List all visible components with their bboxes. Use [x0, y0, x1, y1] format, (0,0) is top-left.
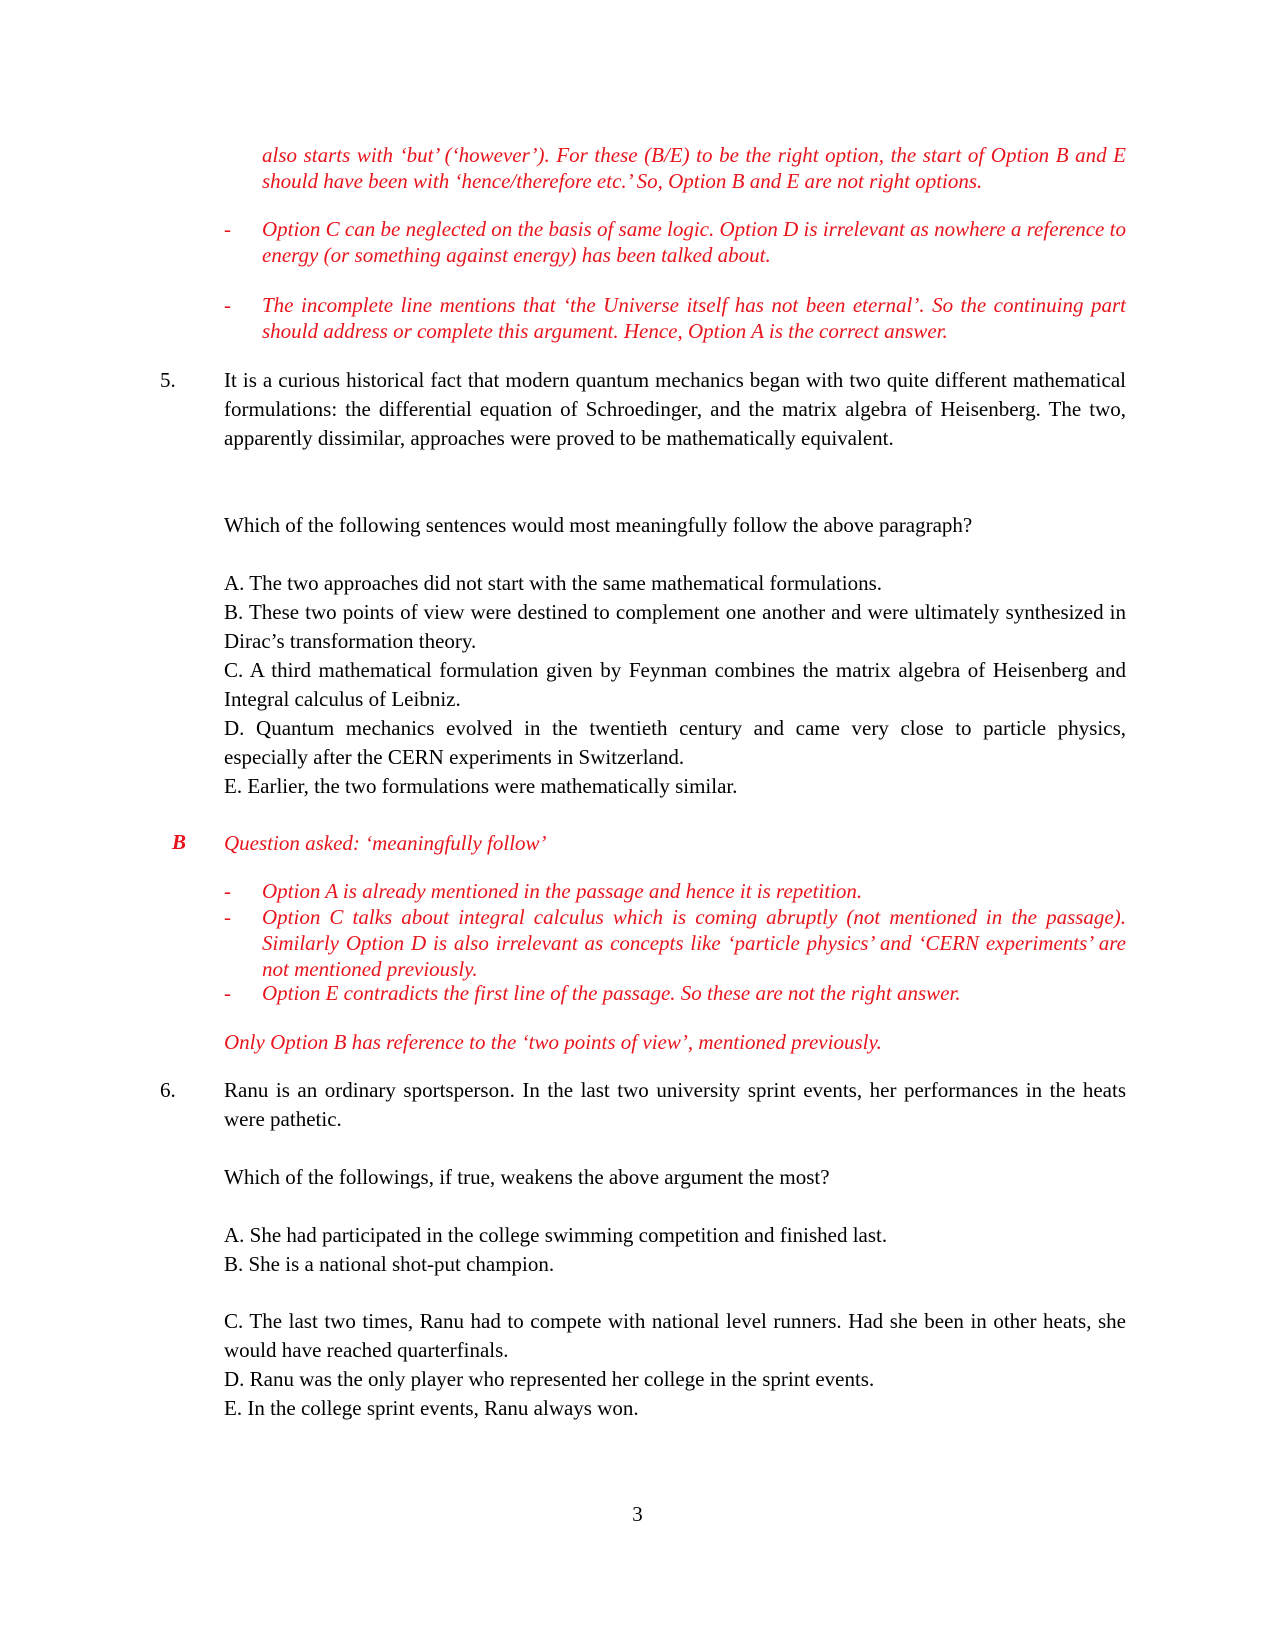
answer-conclusion: Only Option B has reference to the ‘two points of view’, mentioned previously. — [224, 1030, 882, 1054]
dash-marker: - — [224, 217, 231, 241]
answer-explanation-item — [224, 878, 1126, 904]
question-6-number: 6. — [160, 1078, 176, 1102]
option-d: D. Ranu was the only player who represented her college in the sprint events. — [224, 1367, 875, 1391]
option-b: B. These two points of view were destined to complement one another and were ultimately synthesized in Dirac’s transformation theory. — [224, 600, 1126, 653]
question-5-passage: It is a curious historical fact that modern quantum mechanics began with two quite different mathematical formulations: the differential equation of Schroedinger, and the matrix algebra of Heisenberg. The two, apparently dissimilar, approaches were proved to be mathematically equivalent. — [224, 368, 1126, 450]
dash-marker: - — [224, 879, 231, 903]
question-6-passage: Ranu is an ordinary sportsperson. In the last two university sprint events, her performances in the heats were pathetic. — [224, 1078, 1126, 1131]
intro-continuation: also starts with ‘but’ (‘however’). For these (B/E) to be the right option, the start of Option B and E should have been with ‘hence/therefore etc.’ So, Option B and E are not right options. — [262, 143, 1126, 193]
question-6-prompt: Which of the followings, if true, weakens the above argument the most? — [224, 1165, 830, 1189]
question-5-options — [224, 569, 1126, 801]
option-e: E. Earlier, the two formulations were mathematically similar. — [224, 774, 738, 798]
intro-explanation-item — [224, 216, 1126, 268]
dash-marker: - — [224, 981, 231, 1005]
question-5-prompt: Which of the following sentences would most meaningfully follow the above paragraph? — [224, 513, 973, 537]
option-b: B. She is a national shot-put champion. — [224, 1252, 555, 1276]
answer-explanation-item — [224, 904, 1126, 982]
answer-letter: B — [172, 830, 187, 854]
question-6-options-cde — [224, 1307, 1126, 1423]
explanation-text: The incomplete line mentions that ‘the Universe itself has not been eternal’. So the continuing part should address or complete this argument. Hence, Option A is the correct answer. — [262, 293, 1126, 343]
question-6-options-ab — [224, 1221, 1126, 1279]
option-d: D. Quantum mechanics evolved in the twentieth century and came very close to particle physics, especially after the CERN experiments in Switzerland. — [224, 716, 1126, 769]
dash-marker: - — [224, 293, 231, 317]
intro-explanation-item — [224, 292, 1126, 344]
explanation-text: Option C can be neglected on the basis of same logic. Option D is irrelevant as nowhere a reference to energy (or something against energy) has been talked about. — [262, 217, 1126, 267]
question-5-number: 5. — [160, 368, 176, 392]
explanation-text: Option C talks about integral calculus which is coming abruptly (not mentioned in the passage). Similarly Option D is also irrelevant as concepts like ‘particle physics’ and ‘CERN experiments’ are not mentioned previously. — [262, 905, 1126, 981]
option-a: A. The two approaches did not start with the same mathematical formulations. — [224, 571, 883, 595]
answer-heading: Question asked: ‘meaningfully follow’ — [224, 831, 547, 855]
option-a: A. She had participated in the college swimming competition and finished last. — [224, 1223, 888, 1247]
dash-marker: - — [224, 905, 231, 929]
explanation-text: Option E contradicts the first line of the passage. So these are not the right answer. — [262, 981, 961, 1005]
option-e: E. In the college sprint events, Ranu always won. — [224, 1396, 639, 1420]
option-c: C. A third mathematical formulation given by Feynman combines the matrix algebra of Heisenberg and Integral calculus of Leibniz. — [224, 658, 1126, 711]
page-number: 3 — [632, 1502, 643, 1526]
option-c: C. The last two times, Ranu had to compete with national level runners. Had she been in other heats, she would have reached quarterfinals. — [224, 1309, 1126, 1362]
answer-explanation-item — [224, 980, 1126, 1006]
explanation-text: Option A is already mentioned in the passage and hence it is repetition. — [262, 879, 863, 903]
